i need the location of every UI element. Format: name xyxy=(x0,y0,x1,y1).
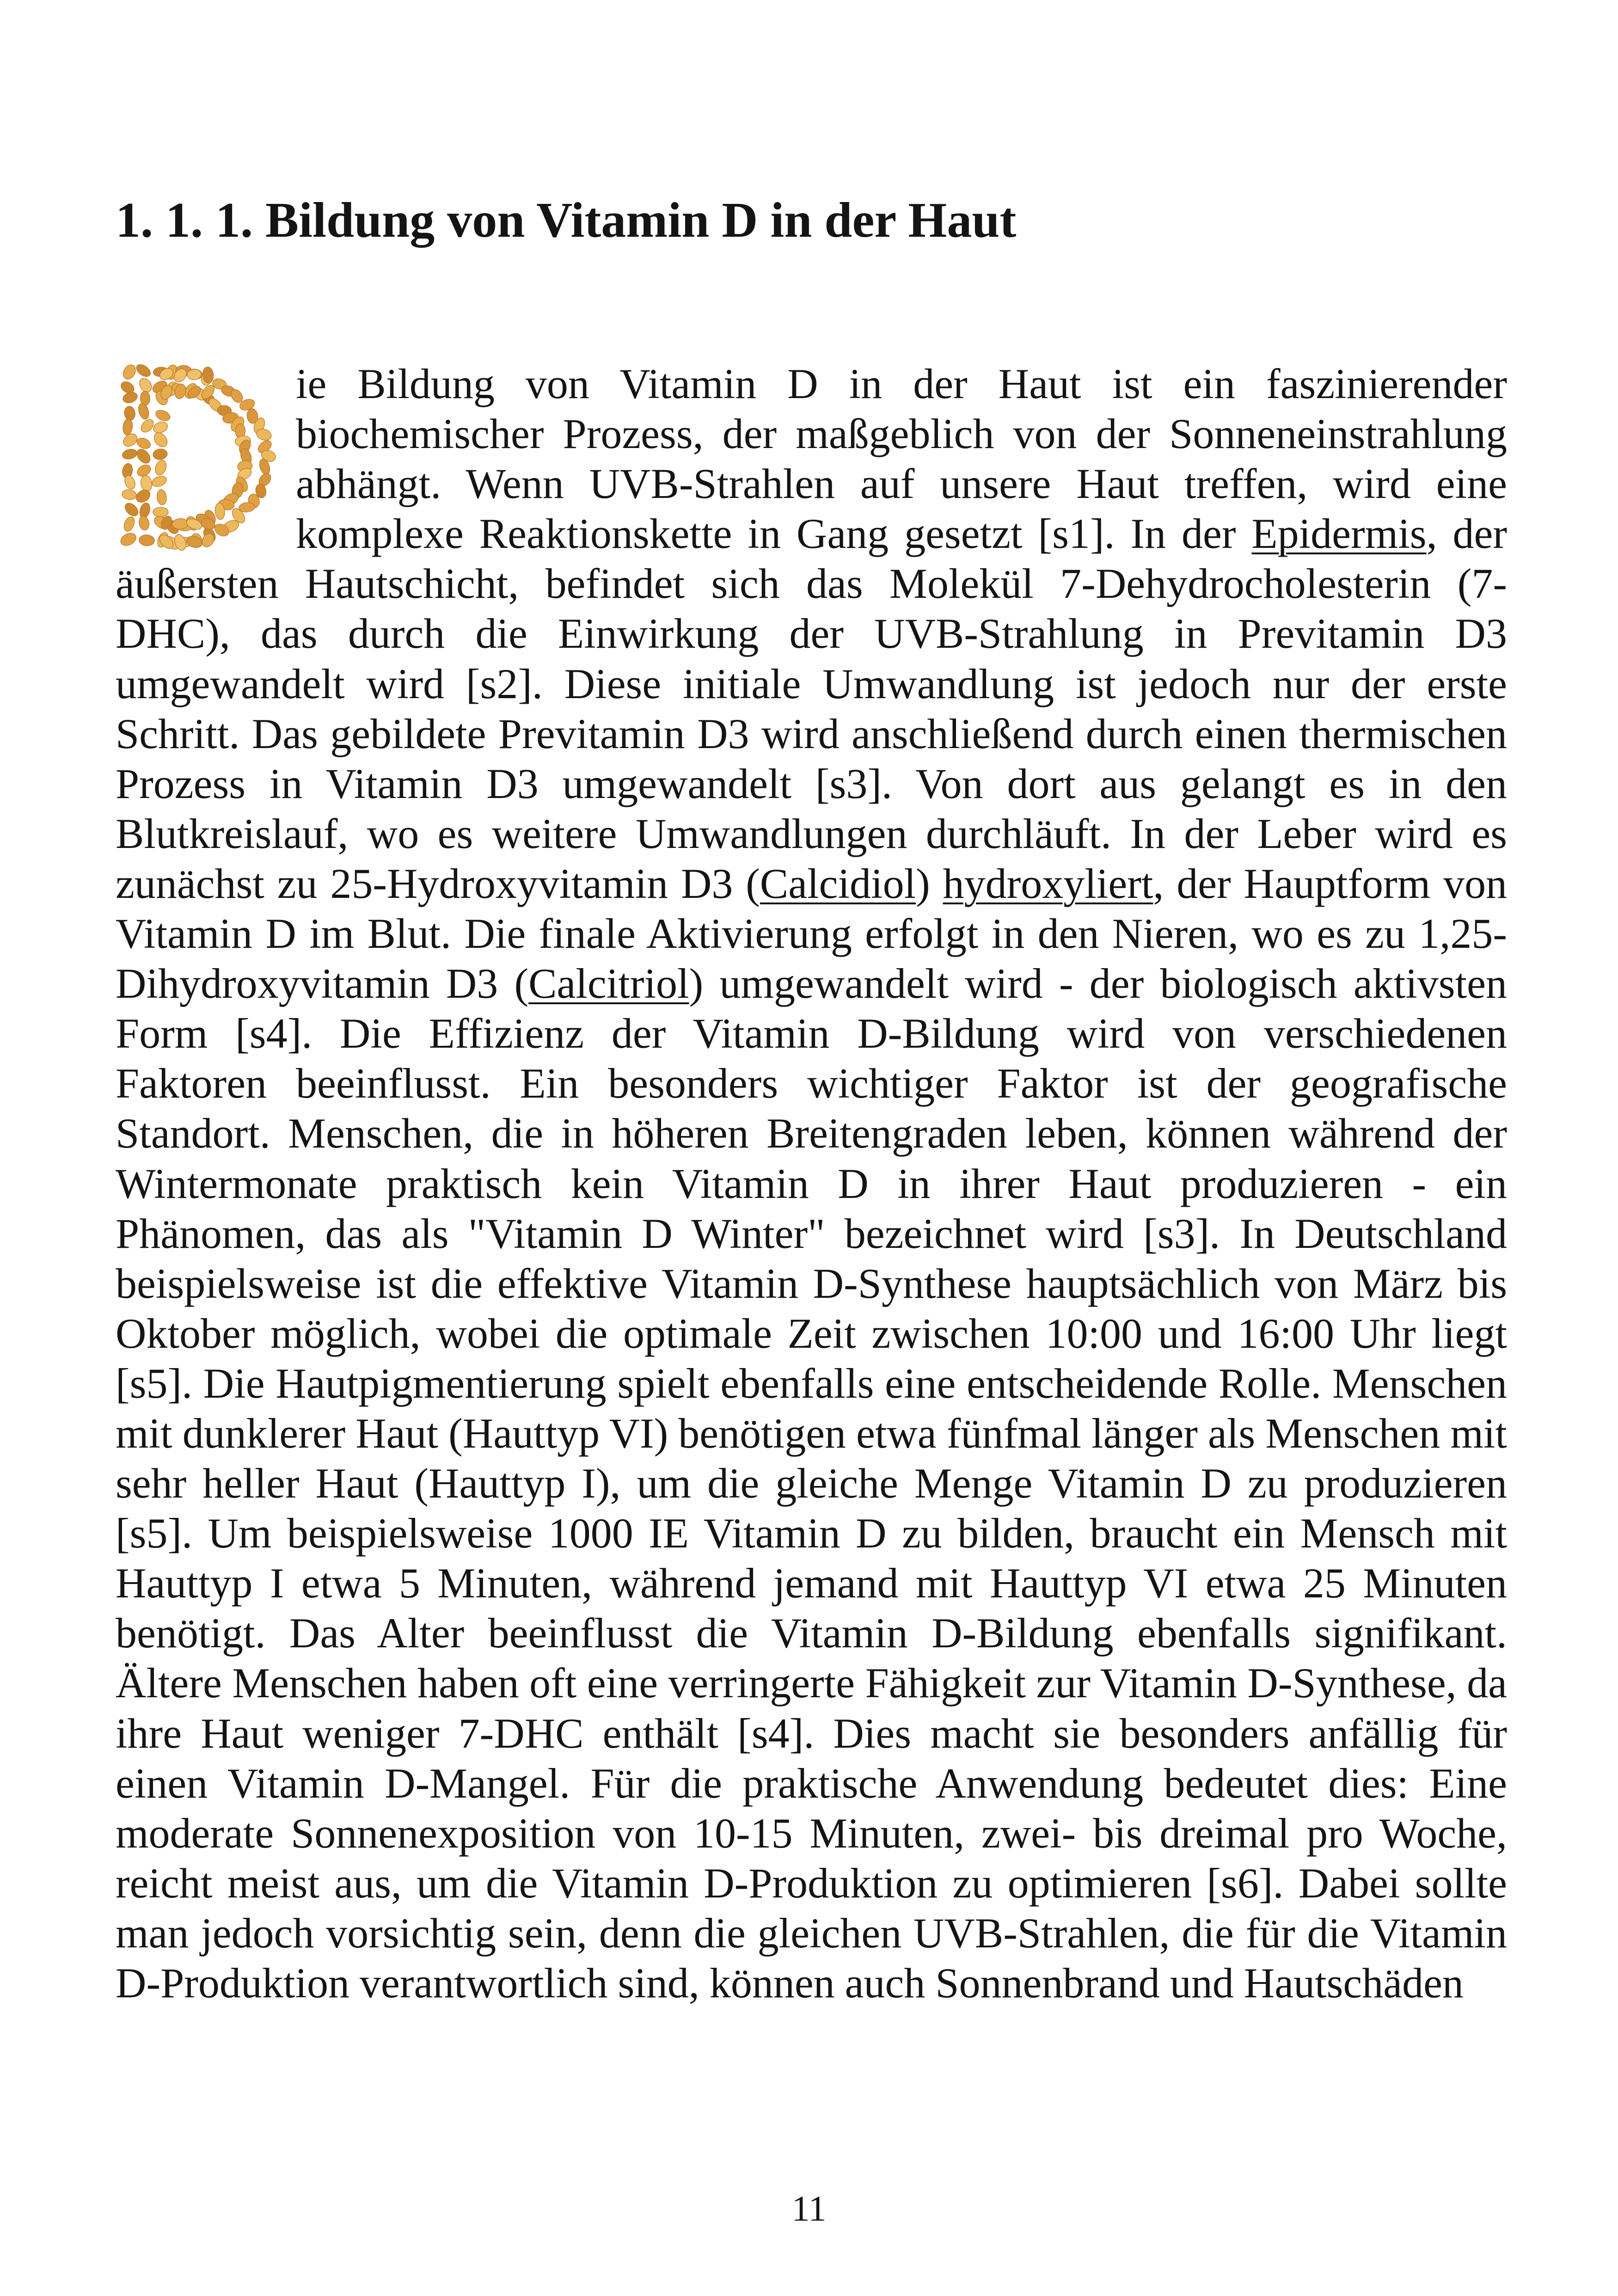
grain-mark xyxy=(119,531,138,548)
grain-mark xyxy=(123,501,140,518)
grain-mark xyxy=(121,489,137,501)
grain-mark xyxy=(153,459,168,477)
paragraph-text: ie Bildung von Vitamin D in der Haut ist ein faszinierender biochemischer Prozess, der maßgeblich von der Sonneneinstrahlung abhängt. Wenn UVB-Strahlen auf unsere Haut treffen, wird eine komplexe Reaktionskette in Gang gesetzt [s1]. In der xyxy=(296,360,1507,558)
glossary-link-epidermis[interactable]: Epidermis xyxy=(1251,510,1427,558)
grain-mark xyxy=(137,402,151,421)
page-number: 11 xyxy=(791,2188,827,2228)
glossary-link-calcitriol[interactable]: Calcitriol xyxy=(528,960,689,1007)
paragraph-text: ) xyxy=(916,859,943,907)
body-paragraph xyxy=(116,359,1507,2008)
grain-mark xyxy=(121,448,138,460)
grain-mark xyxy=(135,436,152,450)
glossary-link-hydroxyliert[interactable]: hydroxyliert xyxy=(943,859,1153,907)
grain-mark xyxy=(121,431,140,449)
grain-letter-d-icon xyxy=(116,362,282,552)
grain-mark xyxy=(122,390,139,405)
grain-mark xyxy=(122,418,133,436)
grain-mark xyxy=(152,430,170,449)
grain-mark xyxy=(123,405,136,421)
grain-mark xyxy=(135,447,153,466)
grain-mark xyxy=(140,475,153,492)
dropcap-d-image xyxy=(116,362,282,552)
paragraph-content xyxy=(116,360,1507,2007)
grain-mark xyxy=(153,507,168,516)
grain-mark xyxy=(152,420,169,435)
glossary-link-calcidiol[interactable]: Calcidiol xyxy=(760,859,916,907)
grain-mark xyxy=(134,362,153,379)
grain-mark xyxy=(121,362,138,381)
grain-mark xyxy=(139,417,156,435)
paragraph-text: , der äußersten Hautschicht, befindet sich das Molekül 7-Dehydrocholesterin (7-DHC), das durch die Einwirkung der UVB-Strahlung in Previtamin D3 umgewandelt wird [s2]. Diese initiale Umwandlung ist jedoch nur der erste Schritt. Das gebildete Previtamin D3 wird anschließend durch einen thermischen Prozess in Vitamin D3 umgewandelt [s3]. Von dort aus gelangt es in den Blutkreislauf, wo es weitere Umwandlungen durchläuft. In der Leber wird es zunächst zu 25-Hydroxyvitamin D3 ( xyxy=(116,510,1507,907)
grain-mark xyxy=(154,408,172,423)
grain-mark xyxy=(151,474,168,488)
paragraph-text: ) umgewandelt wird - der biologisch aktivsten Form [s4]. Die Effizienz der Vitamin D-Bildung wird von verschiedenen Faktoren beeinflusst. Ein besonders wichtiger Faktor ist der geografische Standort. Menschen, die in höheren Breitengraden leben, können während der Wintermonate praktisch kein Vitamin D in ihrer Haut produzieren - ein Phänomen, das als "Vitamin D Winter" bezeichnet wird [s3]. In Deutschland beispielsweise ist die effektive Vitamin D-Synthese hauptsächlich von März bis Oktober möglich, wobei die optimale Zeit zwischen 10:00 und 16:00 Uhr liegt [s5]. Die Hautpigmentierung spielt ebenfalls eine entscheidende Rolle. Menschen mit dunklerer Haut (Hauttyp VI) benötigen etwa fünfmal länger als Menschen mit sehr heller Haut (Hauttyp I), um die gleiche Menge Vitamin D zu produzieren [s5]. Um beispielsweise 1000 IE Vitamin D zu bilden, braucht ein Mensch mit Hauttyp I etwa 5 Minuten, während jemand mit Hauttyp VI etwa 25 Minuten benötigt. Das Alter beeinflusst die Vitamin D-Bildung ebenfalls signifikant. Ältere Menschen haben oft eine verringerte Fähigkeit zur Vitamin D-Synthese, da ihre Haut weniger 7-DHC enthält [s4]. Dies macht sie besonders anfällig für einen Vitamin D-Mangel. Für die praktische Anwendung bedeutet dies: Eine moderate Sonnenexposition von 10-15 Minuten, zwei- bis dreimal pro Woche, reicht meist aus, um die Vitamin D-Produktion zu optimieren [s6]. Dabei sollte man jedoch vorsichtig sein, denn die gleichen UVB-Strahlen, die für die Vitamin D-Produktion verantwortlich sind, können auch Sonnenbrand und Hautschäden xyxy=(116,960,1507,2007)
section-heading: 1. 1. 1. Bildung von Vitamin D in der Haut xyxy=(116,193,1017,248)
grain-mark xyxy=(156,489,167,505)
grain-mark xyxy=(138,515,150,531)
grain-mark xyxy=(122,515,136,533)
paragraph-text: , der Hauptform von Vitamin D im Blut. Die finale Aktivierung erfolgt in den Nieren, wo es zu 1,25-Dihydroxyvitamin D3 ( xyxy=(116,859,1508,1007)
grain-mark xyxy=(153,448,168,460)
grain-mark xyxy=(139,534,155,546)
